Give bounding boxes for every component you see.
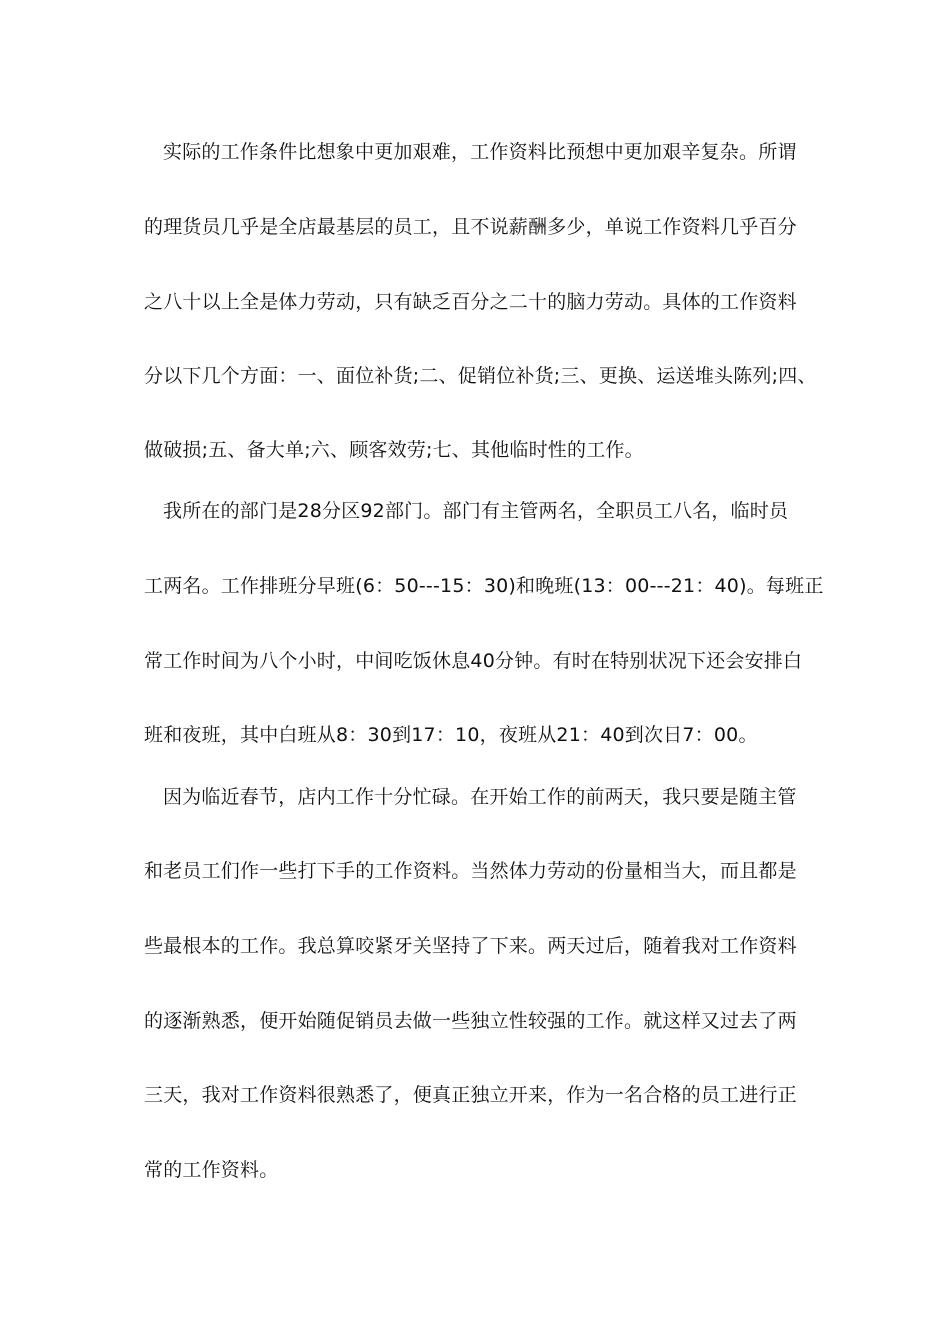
paragraph-2-line-1: 我所在的部门是28分区92部门。部门有主管两名，全职员工八名，临时员	[163, 500, 789, 522]
paragraph-3-line-5: 三天，我对工作资料很熟悉了，便真正独立开来，作为一名合格的员工进行正	[144, 1084, 797, 1106]
paragraph-2-line-2: 工两名。工作排班分早班(6：50---15：30)和晚班(13：00---21：40)。每班正	[144, 575, 824, 597]
paragraph-1-line-2: 的理货员几乎是全店最基层的员工，且不说薪酬多少，单说工作资料几乎百分	[144, 216, 797, 238]
paragraph-3-line-3: 些最根本的工作。我总算咬紧牙关坚持了下来。两天过后，随着我对工作资料	[144, 935, 797, 957]
paragraph-2-line-4: 班和夜班，其中白班从8：30到17：10，夜班从21：40到次日7：00。	[144, 724, 758, 746]
paragraph-1-line-3: 之八十以上全是体力劳动，只有缺乏百分之二十的脑力劳动。具体的工作资料	[144, 291, 797, 313]
paragraph-1-line-1: 实际的工作条件比想象中更加艰难，工作资料比预想中更加艰辛复杂。所谓	[163, 141, 797, 163]
paragraph-1-line-4: 分以下几个方面：一、面位补货;二、促销位补货;三、更换、运送堆头陈列;四、	[144, 365, 817, 387]
paragraph-3-line-1: 因为临近春节，店内工作十分忙碌。在开始工作的前两天，我只要是随主管	[163, 786, 797, 808]
paragraph-3-line-4: 的逐渐熟悉，便开始随促销员去做一些独立性较强的工作。就这样又过去了两	[144, 1010, 797, 1032]
paragraph-2-line-3: 常工作时间为八个小时，中间吃饭休息40分钟。有时在特别状况下还会安排白	[144, 650, 803, 672]
paragraph-3-line-2: 和老员工们作一些打下手的工作资料。当然体力劳动的份量相当大，而且都是	[144, 860, 797, 882]
paragraph-1-line-5: 做破损;五、备大单;六、顾客效劳;七、其他临时性的工作。	[144, 439, 644, 461]
paragraph-3-line-6: 常的工作资料。	[144, 1159, 279, 1181]
